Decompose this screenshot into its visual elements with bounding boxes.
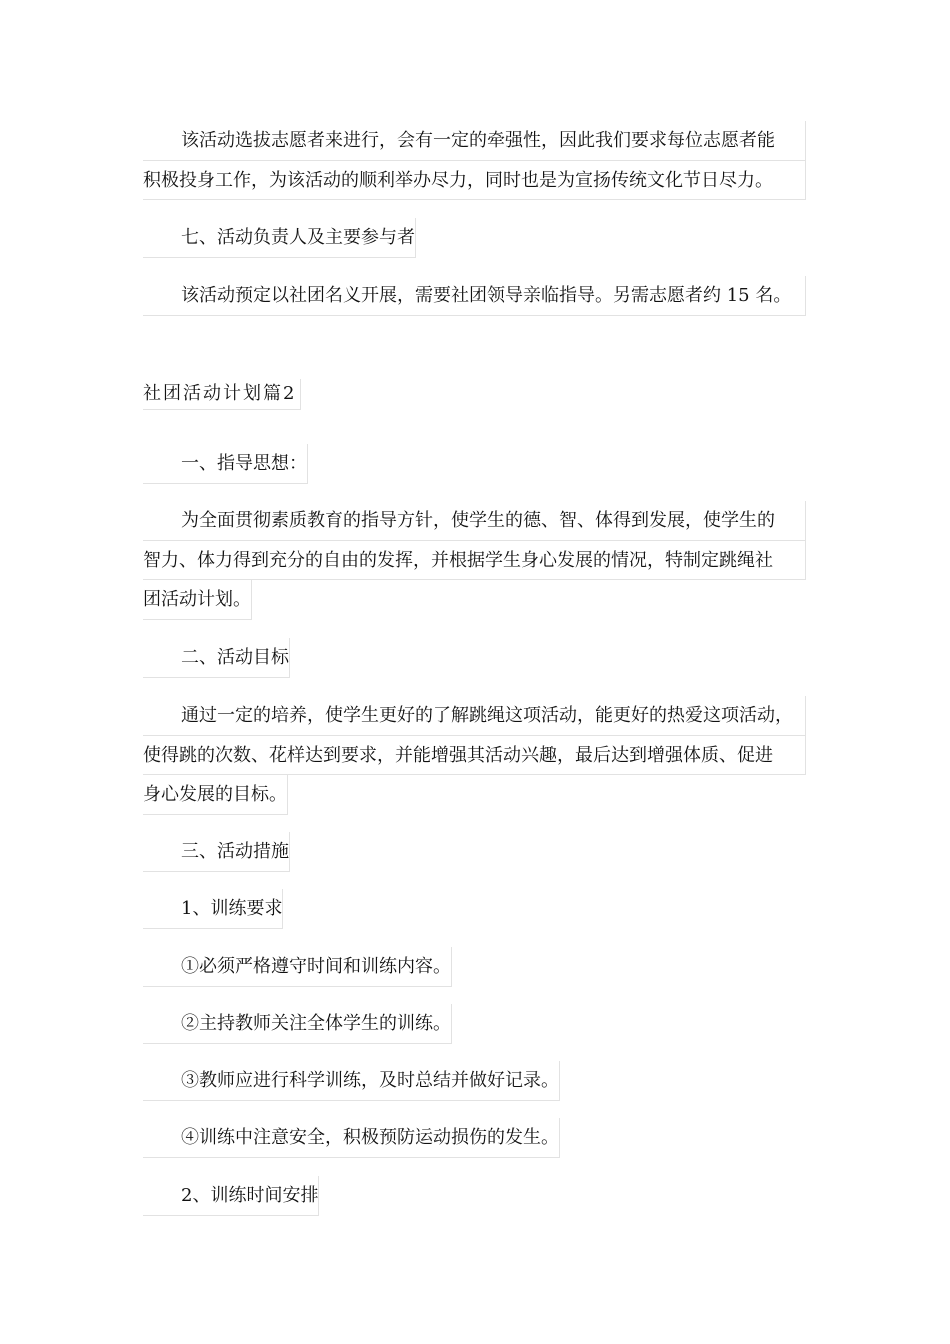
paragraph-goal bbox=[143, 696, 806, 829]
text-line: ①必须严格遵守时间和训练内容。 bbox=[143, 947, 452, 987]
paragraph-volunteer-requirement bbox=[143, 121, 806, 200]
text-line: 为全面贯彻素质教育的指导方针，使学生的德、智、体得到发展，使学生的 bbox=[143, 501, 806, 541]
text-line: ④训练中注意安全，积极预防运动损伤的发生。 bbox=[143, 1118, 560, 1158]
heading-text: 二、活动目标 bbox=[143, 638, 290, 678]
subheading-training-requirements bbox=[143, 889, 806, 943]
text-line: 该活动选拔志愿者来进行，会有一定的牵强性，因此我们要求每位志愿者能 bbox=[143, 121, 806, 161]
heading-text: 一、指导思想： bbox=[143, 444, 308, 484]
paragraph-organizer bbox=[143, 276, 806, 316]
section-heading-goal bbox=[143, 638, 806, 692]
paragraph-guiding-thought bbox=[143, 501, 806, 634]
document-title: 社团活动计划篇2 bbox=[143, 379, 301, 410]
list-item-requirement-3 bbox=[143, 1061, 806, 1115]
section-heading-guiding bbox=[143, 444, 806, 498]
text-line: 团活动计划。 bbox=[143, 580, 252, 620]
text-line: ②主持教师关注全体学生的训练。 bbox=[143, 1004, 452, 1044]
text-line: 使得跳的次数、花样达到要求，并能增强其活动兴趣，最后达到增强体质、促进 bbox=[143, 736, 806, 776]
heading-text: 三、活动措施 bbox=[143, 832, 290, 872]
list-item-requirement-1 bbox=[143, 947, 806, 1001]
heading-text: 1、训练要求 bbox=[143, 889, 283, 929]
text-line: ③教师应进行科学训练，及时总结并做好记录。 bbox=[143, 1061, 560, 1101]
text-line: 通过一定的培养，使学生更好的了解跳绳这项活动，能更好的热爱这项活动， bbox=[143, 696, 806, 736]
text-line: 积极投身工作，为该活动的顺利举办尽力，同时也是为宣扬传统文化节日尽力。 bbox=[143, 161, 806, 201]
text-line: 该活动预定以社团名义开展，需要社团领导亲临指导。另需志愿者约 15 名。 bbox=[143, 276, 806, 316]
section-heading-7 bbox=[143, 218, 806, 272]
section-heading-measures bbox=[143, 832, 806, 886]
text-line: 身心发展的目标。 bbox=[143, 775, 288, 815]
text-line: 智力、体力得到充分的自由的发挥，并根据学生身心发展的情况，特制定跳绳社 bbox=[143, 541, 806, 581]
subheading-training-schedule bbox=[143, 1176, 806, 1230]
list-item-requirement-2 bbox=[143, 1004, 806, 1058]
heading-text: 七、活动负责人及主要参与者 bbox=[143, 218, 416, 258]
heading-text: 2、训练时间安排 bbox=[143, 1176, 319, 1216]
list-item-requirement-4 bbox=[143, 1118, 806, 1172]
